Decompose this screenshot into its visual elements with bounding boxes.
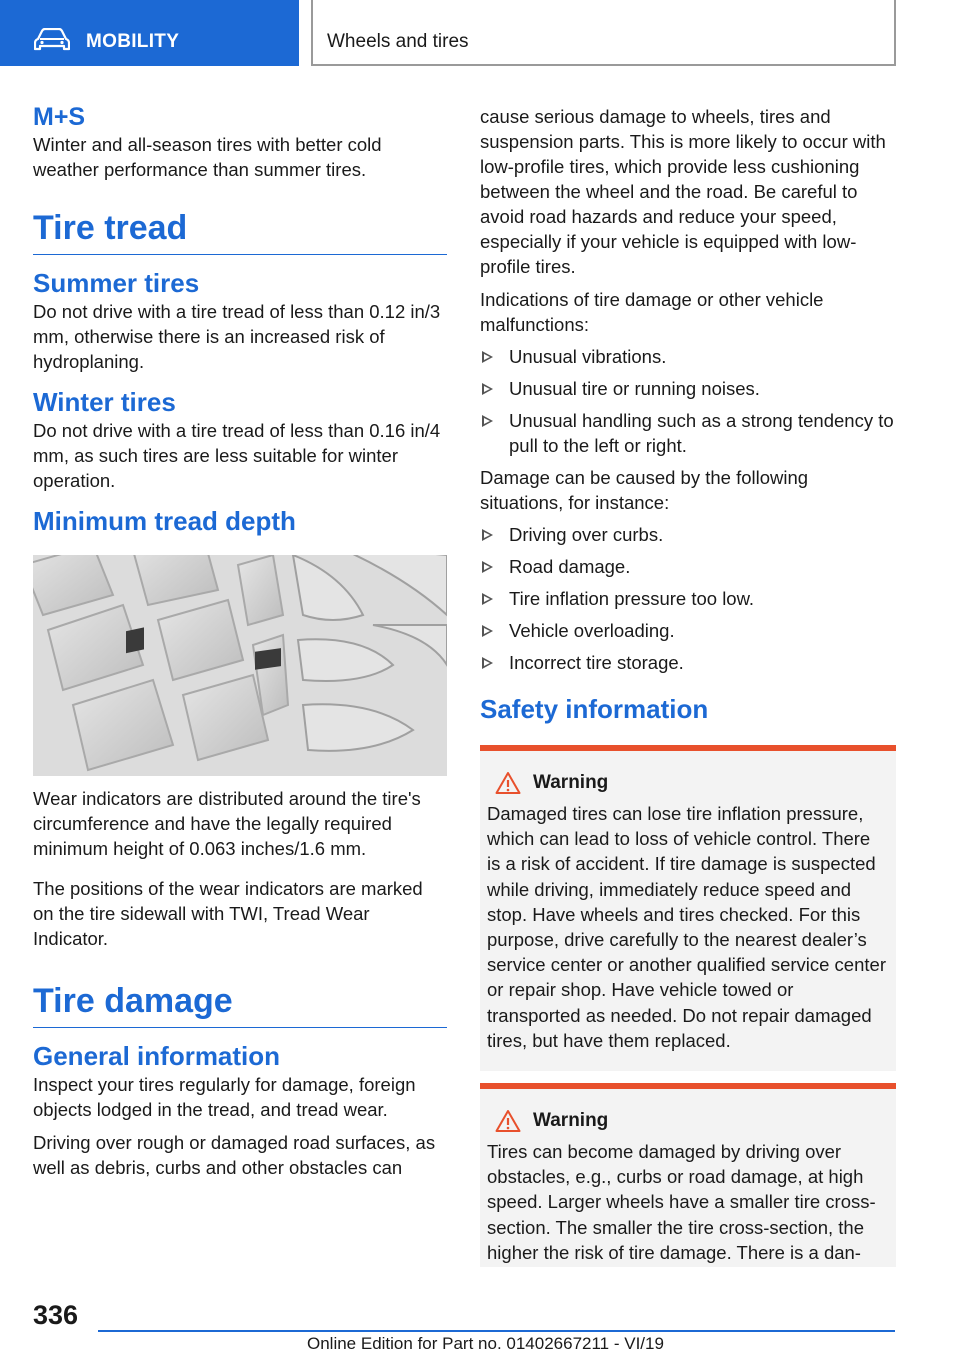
list-item: Vehicle overloading. — [480, 618, 896, 643]
list-item: Road damage. — [480, 554, 896, 579]
list-item: Unusual tire or running noises. — [480, 376, 896, 401]
chapter-tab[interactable] — [0, 0, 299, 66]
warning-title: Warning — [533, 1110, 609, 1132]
winter-tires-text: Do not drive with a tire tread of less than 0.16 in/4 mm, as such tires are less suitable for winter operation. — [33, 420, 441, 491]
summer-tires-heading: Summer tires — [33, 268, 200, 298]
section-title-box — [311, 0, 896, 66]
tire-damage-heading-wrap — [33, 981, 447, 1028]
right-column — [480, 104, 896, 1267]
causes-list — [480, 522, 896, 675]
warning-header — [487, 1109, 888, 1133]
bullet-triangle-icon — [482, 415, 493, 427]
car-icon — [34, 28, 70, 52]
tread-wear-indicator-image — [33, 555, 447, 776]
warning-title: Warning — [533, 772, 609, 793]
general-info-heading: General information — [33, 1041, 281, 1071]
warning-box-1 — [480, 745, 896, 1071]
tire-tread-heading-wrap — [33, 208, 447, 255]
warning-triangle-icon — [495, 771, 521, 795]
bullet-triangle-icon — [482, 625, 493, 637]
causes-text: Damage can be caused by the following situations, for instance: — [480, 467, 809, 513]
ms-heading: M+S — [33, 103, 86, 131]
list-item: Driving over curbs. — [480, 522, 896, 547]
warning-triangle-icon — [495, 1109, 521, 1133]
warning-text: Damaged tires can lose tire inflation pressure, which can lead to loss of vehicle control. There is a risk of accident. If tire damage is suspected while driving, immediately reduce speed and stop. Have wheels and tires checked. For this purpose, drive carefully to the nearest dealer’s service center or another qualified service center or repair shop. Have vehicle towed or transported as needed. Do not repair damaged tires, but have them replaced. — [487, 803, 886, 1051]
bullet-triangle-icon — [482, 593, 493, 605]
safety-info-heading: Safety information — [480, 694, 709, 724]
bullet-triangle-icon — [482, 657, 493, 669]
bullet-triangle-icon — [482, 529, 493, 541]
chapter-label: MOBILITY — [86, 31, 180, 52]
tire-tread-heading: Tire tread — [33, 209, 188, 247]
indications-list — [480, 344, 896, 458]
bullet-triangle-icon — [482, 383, 493, 395]
warning-text: Tires can become damaged by driving over obstacles, e.g., curbs or road damage, at high speed. Larger wheels have a smaller tire cross-section. The smaller the tire cross-section, the higher the risk of tire damage. There is a dan- — [487, 1141, 876, 1263]
page-header — [0, 0, 960, 66]
wear-indicator-1 — [126, 627, 144, 653]
list-item: Tire inflation pressure too low. — [480, 586, 896, 611]
edition-text: Online Edition for Part no. 01402667211 - VI/19 — [307, 1334, 664, 1353]
section-title: Wheels and tires — [327, 31, 469, 52]
tire-tread-illustration — [33, 555, 447, 776]
footer-divider — [98, 1330, 895, 1332]
twi-text: The positions of the wear indicators are marked on the tire sidewall with TWI, Tread Wear Indicator. — [33, 878, 423, 949]
list-item: Incorrect tire storage. — [480, 650, 896, 675]
indications-text: Indications of tire damage or other vehicle malfunctions: — [480, 289, 824, 335]
damage-cont-text: cause serious damage to wheels, tires and suspension parts. This is more likely to occur with low-profile tires, which provide less cushioning between the wheel and the road. Be careful to avoid road hazards and reduce your speed, especially if your vehicle is equipped with low-profile tires. — [480, 106, 886, 277]
rough-roads-text: Driving over rough or damaged road surfaces, as well as debris, curbs and other obstacles can — [33, 1132, 436, 1178]
ms-text: Winter and all-season tires with better cold weather performance than summer tires. — [33, 134, 382, 180]
list-item: Unusual handling such as a strong tendency to pull to the left or right. — [480, 408, 896, 458]
bullet-triangle-icon — [482, 351, 493, 363]
left-column — [33, 100, 447, 1180]
summer-tires-text: Do not drive with a tire tread of less than 0.12 in/3 mm, otherwise there is an increased risk of hydroplaning. — [33, 301, 441, 372]
wear-indicator-2 — [255, 648, 281, 670]
inspect-text: Inspect your tires regularly for damage, foreign objects lodged in the tread, and tread wear. — [33, 1074, 416, 1120]
wear-indicator-text: Wear indicators are distributed around the tire's circumference and have the legally required minimum height of 0.063 inches/1.6 mm. — [33, 788, 421, 859]
list-item: Unusual vibrations. — [480, 344, 896, 369]
bullet-triangle-icon — [482, 561, 493, 573]
warning-header — [487, 771, 888, 795]
page-number: 336 — [33, 1300, 79, 1330]
warning-box-2 — [480, 1083, 896, 1267]
min-tread-heading: Minimum tread depth — [33, 506, 296, 536]
winter-tires-heading: Winter tires — [33, 387, 176, 417]
tire-damage-heading: Tire damage — [33, 982, 233, 1020]
